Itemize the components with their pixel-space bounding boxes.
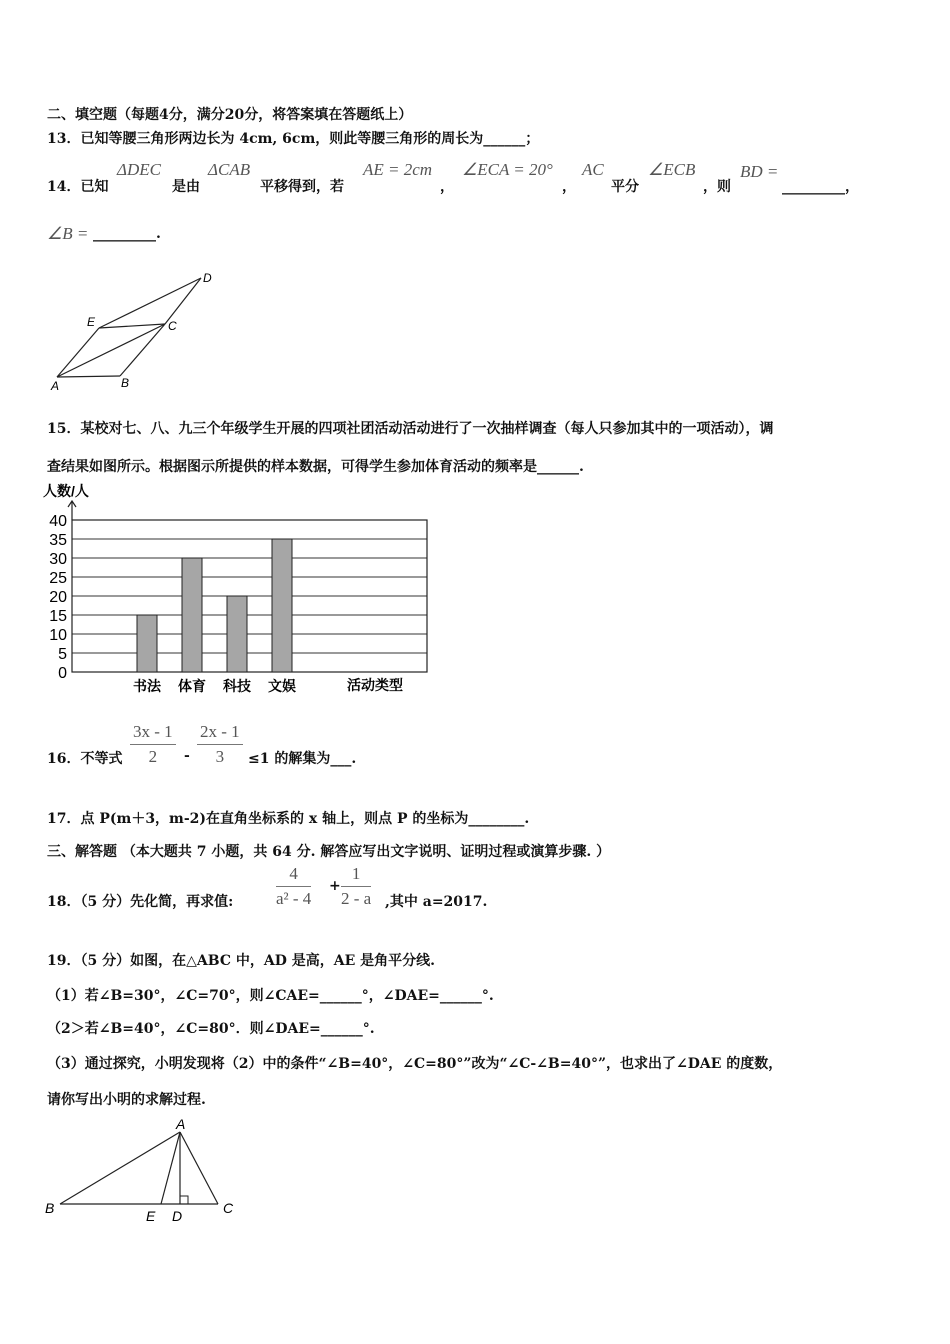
q18-fraction-1	[276, 864, 311, 909]
label-e: E	[146, 1208, 156, 1224]
chart-y-tick-label: 5	[58, 646, 67, 663]
q18-frac2-bar	[341, 886, 371, 887]
q18-plus: +	[329, 878, 341, 894]
chart-x-tick-label: 体育	[178, 678, 206, 694]
label-d: D	[203, 271, 212, 285]
segment-ec	[99, 324, 165, 328]
q16-fraction-1	[130, 722, 176, 767]
q16-frac2-denominator: 3	[215, 747, 225, 766]
segment-cd	[165, 278, 201, 324]
segment-bc	[120, 324, 165, 376]
segment-ac	[180, 1132, 218, 1204]
segment-ab	[57, 376, 120, 377]
q18-frac1-bar	[276, 886, 311, 887]
section-2-title: 二、填空题（每题4分，满分20分，将答案填在答题纸上）	[47, 107, 413, 123]
q16-frac1-bar	[130, 744, 176, 745]
q14-text-pingfen: 平分	[611, 179, 639, 195]
q16-frac2-numerator: 2x - 1	[200, 722, 240, 741]
chart-x-tick-label: 科技	[223, 678, 251, 694]
chart-y-tick-label: 10	[49, 627, 67, 644]
label-e: E	[87, 315, 96, 329]
q14-number: 14．已知	[47, 179, 109, 195]
q18-suffix: ,其中 a=2017.	[385, 894, 488, 910]
q14-triangle-cab: ΔCAB	[208, 160, 251, 179]
q16-frac1-denominator: 2	[148, 747, 158, 766]
segment-ab	[60, 1132, 180, 1204]
q18-frac2-numerator: 1	[351, 864, 361, 883]
chart-y-tick-label: 40	[49, 513, 67, 530]
chart-y-tick-label: 25	[49, 570, 67, 587]
chart-y-tick-label: 20	[49, 589, 67, 606]
chart-x-axis-label: 活动类型	[347, 677, 403, 693]
chart-x-ticks	[133, 678, 296, 694]
segment-ae	[161, 1132, 180, 1204]
figure-19-triangle	[40, 1115, 250, 1225]
q14-angle-eca: ∠ECA = 20°	[462, 160, 553, 179]
chart-y-axis-label: 人数/人	[43, 483, 89, 499]
label-c: C	[168, 319, 177, 333]
q14-blank-bd: _________，	[782, 179, 859, 195]
q14-angle-ecb: ∠ECB	[648, 160, 696, 179]
q14-text-shiyou: 是由	[172, 179, 200, 195]
chart-y-tick-label: 35	[49, 532, 67, 549]
q18-prefix: 18．（5 分）先化简，再求值:	[47, 894, 234, 910]
segment-ae	[57, 328, 99, 377]
q14-ae: AE = 2cm	[363, 160, 433, 179]
label-a: A	[51, 379, 60, 393]
section-3-title: 三、解答题 （本大题共 7 小题，共 64 分. 解答应写出文字说明、证明过程或演算步骤. ）	[47, 844, 611, 860]
chart-x-tick-label: 文娱	[268, 678, 296, 694]
chart-gridlines	[72, 539, 427, 653]
chart-y-tick-label: 15	[49, 608, 67, 625]
q14-comma1: ，	[440, 179, 454, 195]
question-15-line-1: 15．某校对七、八、九三个年级学生开展的四项社团活动活动进行了一次抽样调查（每人只参加其中的一项活动），调	[47, 421, 774, 437]
q14-angle-b: ∠B =	[47, 224, 89, 243]
chart-y-ticks	[49, 513, 67, 682]
label-c: C	[223, 1200, 234, 1216]
question-15-line-2: 查结果如图所示。根据图示所提供的样本数据，可得学生参加体育活动的频率是______.	[47, 459, 584, 475]
q18-frac1-numerator: 4	[289, 864, 298, 883]
q14-comma2: ，	[562, 179, 576, 195]
q18-fraction-2	[341, 864, 371, 909]
chart-x-tick-label: 书法	[133, 678, 161, 694]
activity-bar-chart	[35, 480, 435, 700]
chart-bar-3	[227, 596, 247, 672]
question-19-line-2: （1）若∠B=30°，∠C=70°，则∠CAE=______°，∠DAE=______°.	[47, 988, 494, 1004]
label-b: B	[121, 376, 130, 390]
q18-frac1-denominator: a² - 4	[276, 889, 312, 908]
segment-ed	[99, 278, 201, 328]
chart-bars	[137, 539, 292, 672]
q14-triangle-dec: ΔDEC	[117, 160, 161, 179]
question-19-line-3: （2＞若∠B=40°，∠C=80°．则∠DAE=______°.	[47, 1021, 375, 1037]
chart-bar-4	[272, 539, 292, 672]
label-a: A	[176, 1116, 186, 1132]
q18-frac2-denominator: 2 - a	[341, 889, 372, 908]
figure-14-parallelogram	[45, 268, 225, 398]
q14-text-pingyi: 平移得到，若	[260, 179, 344, 195]
q16-fraction-2	[197, 722, 243, 767]
q16-suffix: ≤1 的解集为___.	[248, 751, 357, 767]
q16-frac1-numerator: 3x - 1	[133, 722, 173, 741]
question-19-line-5: 请你写出小明的求解过程.	[47, 1092, 206, 1108]
segment-ac	[57, 324, 165, 377]
q16-frac2-bar	[197, 744, 243, 745]
q14-text-ze: ，则	[703, 179, 731, 195]
chart-y-tick-label: 0	[58, 665, 67, 682]
chart-bar-1	[137, 615, 157, 672]
q14-blank-angle-b: _________.	[93, 226, 161, 242]
q14-ac: AC	[582, 160, 604, 179]
question-17: 17．点 P(m＋3，m-2)在直角坐标系的 x 轴上，则点 P 的坐标为________.	[47, 811, 530, 827]
right-angle-mark	[180, 1196, 188, 1204]
chart-bar-2	[182, 558, 202, 672]
question-19-line-4: （3）通过探究，小明发现将（2）中的条件“∠B=40°，∠C=80°”改为“∠C-∠B=40°”，也求出了∠DAE 的度数，	[47, 1056, 783, 1072]
label-d: D	[172, 1208, 183, 1224]
q16-minus: -	[184, 748, 190, 764]
label-b: B	[45, 1200, 55, 1216]
q16-prefix: 16．不等式	[47, 751, 123, 767]
question-19-line-1: 19．（5 分）如图，在△ABC 中，AD 是高，AE 是角平分线.	[47, 953, 435, 969]
q14-bd: BD =	[740, 162, 779, 181]
question-13: 13．已知等腰三角形两边长为 4cm, 6cm，则此等腰三角形的周长为______；	[47, 131, 540, 147]
chart-y-tick-label: 30	[49, 551, 67, 568]
